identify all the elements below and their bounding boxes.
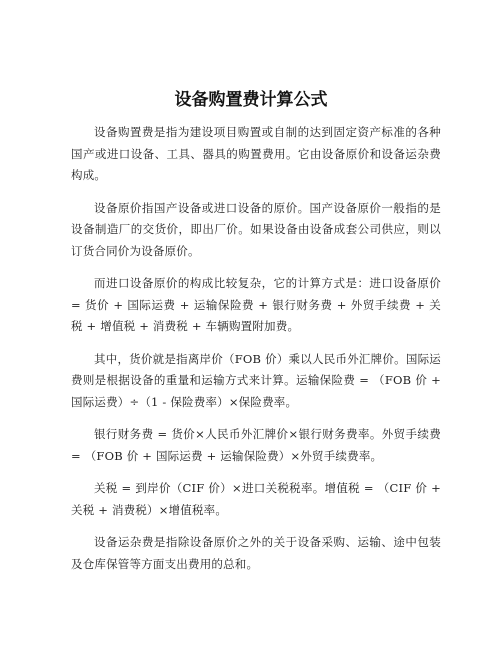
paragraph-3: 而进口设备原价的构成比较复杂，它的计算方式是：进口设备原价 = 货价 + 国际运费 + 运输保险费 + 银行财务费 + 外贸手续费 + 关税 + 增值税 + 消费税 + 车辆购置附加费。 <box>71 276 441 333</box>
document-title: 设备购置费计算公式 <box>174 90 328 110</box>
paragraph-1: 设备购置费是指为建设项目购置或自制的达到固定资产标准的各种国产或进口设备、工具、器具的购置费用。它由设备原价和设备运杂费构成。 <box>71 125 441 182</box>
paragraph-6: 关税 = 到岸价（CIF 价）×进口关税税率。增值税 = （CIF 价 + 关税 + 消费税）×增值税率。 <box>71 481 441 517</box>
paragraph-2: 设备原价指国产设备或进口设备的原价。国产设备原价一般指的是设备制造厂的交货价，即出厂价。如果设备由设备成套公司供应，则以订货合同价为设备原价。 <box>71 200 441 258</box>
paragraph-4: 其中，货价就是指离岸价（FOB 价）乘以人民币外汇牌价。国际运费则是根据设备的重量和运输方式来计算。运输保险费 = （FOB 价 + 国际运费）÷（1 - 保险费率）×保险费率。 <box>71 351 441 409</box>
paragraph-5: 银行财务费 = 货价×人民币外汇牌价×银行财务费率。外贸手续费 = （FOB 价 + 国际运费 + 运输保险费）×外贸手续费率。 <box>71 427 441 463</box>
document-body <box>71 122 441 586</box>
paragraph-7: 设备运杂费是指除设备原价之外的关于设备采购、运输、途中包装及仓库保管等方面支出费用的总和。 <box>71 535 441 571</box>
